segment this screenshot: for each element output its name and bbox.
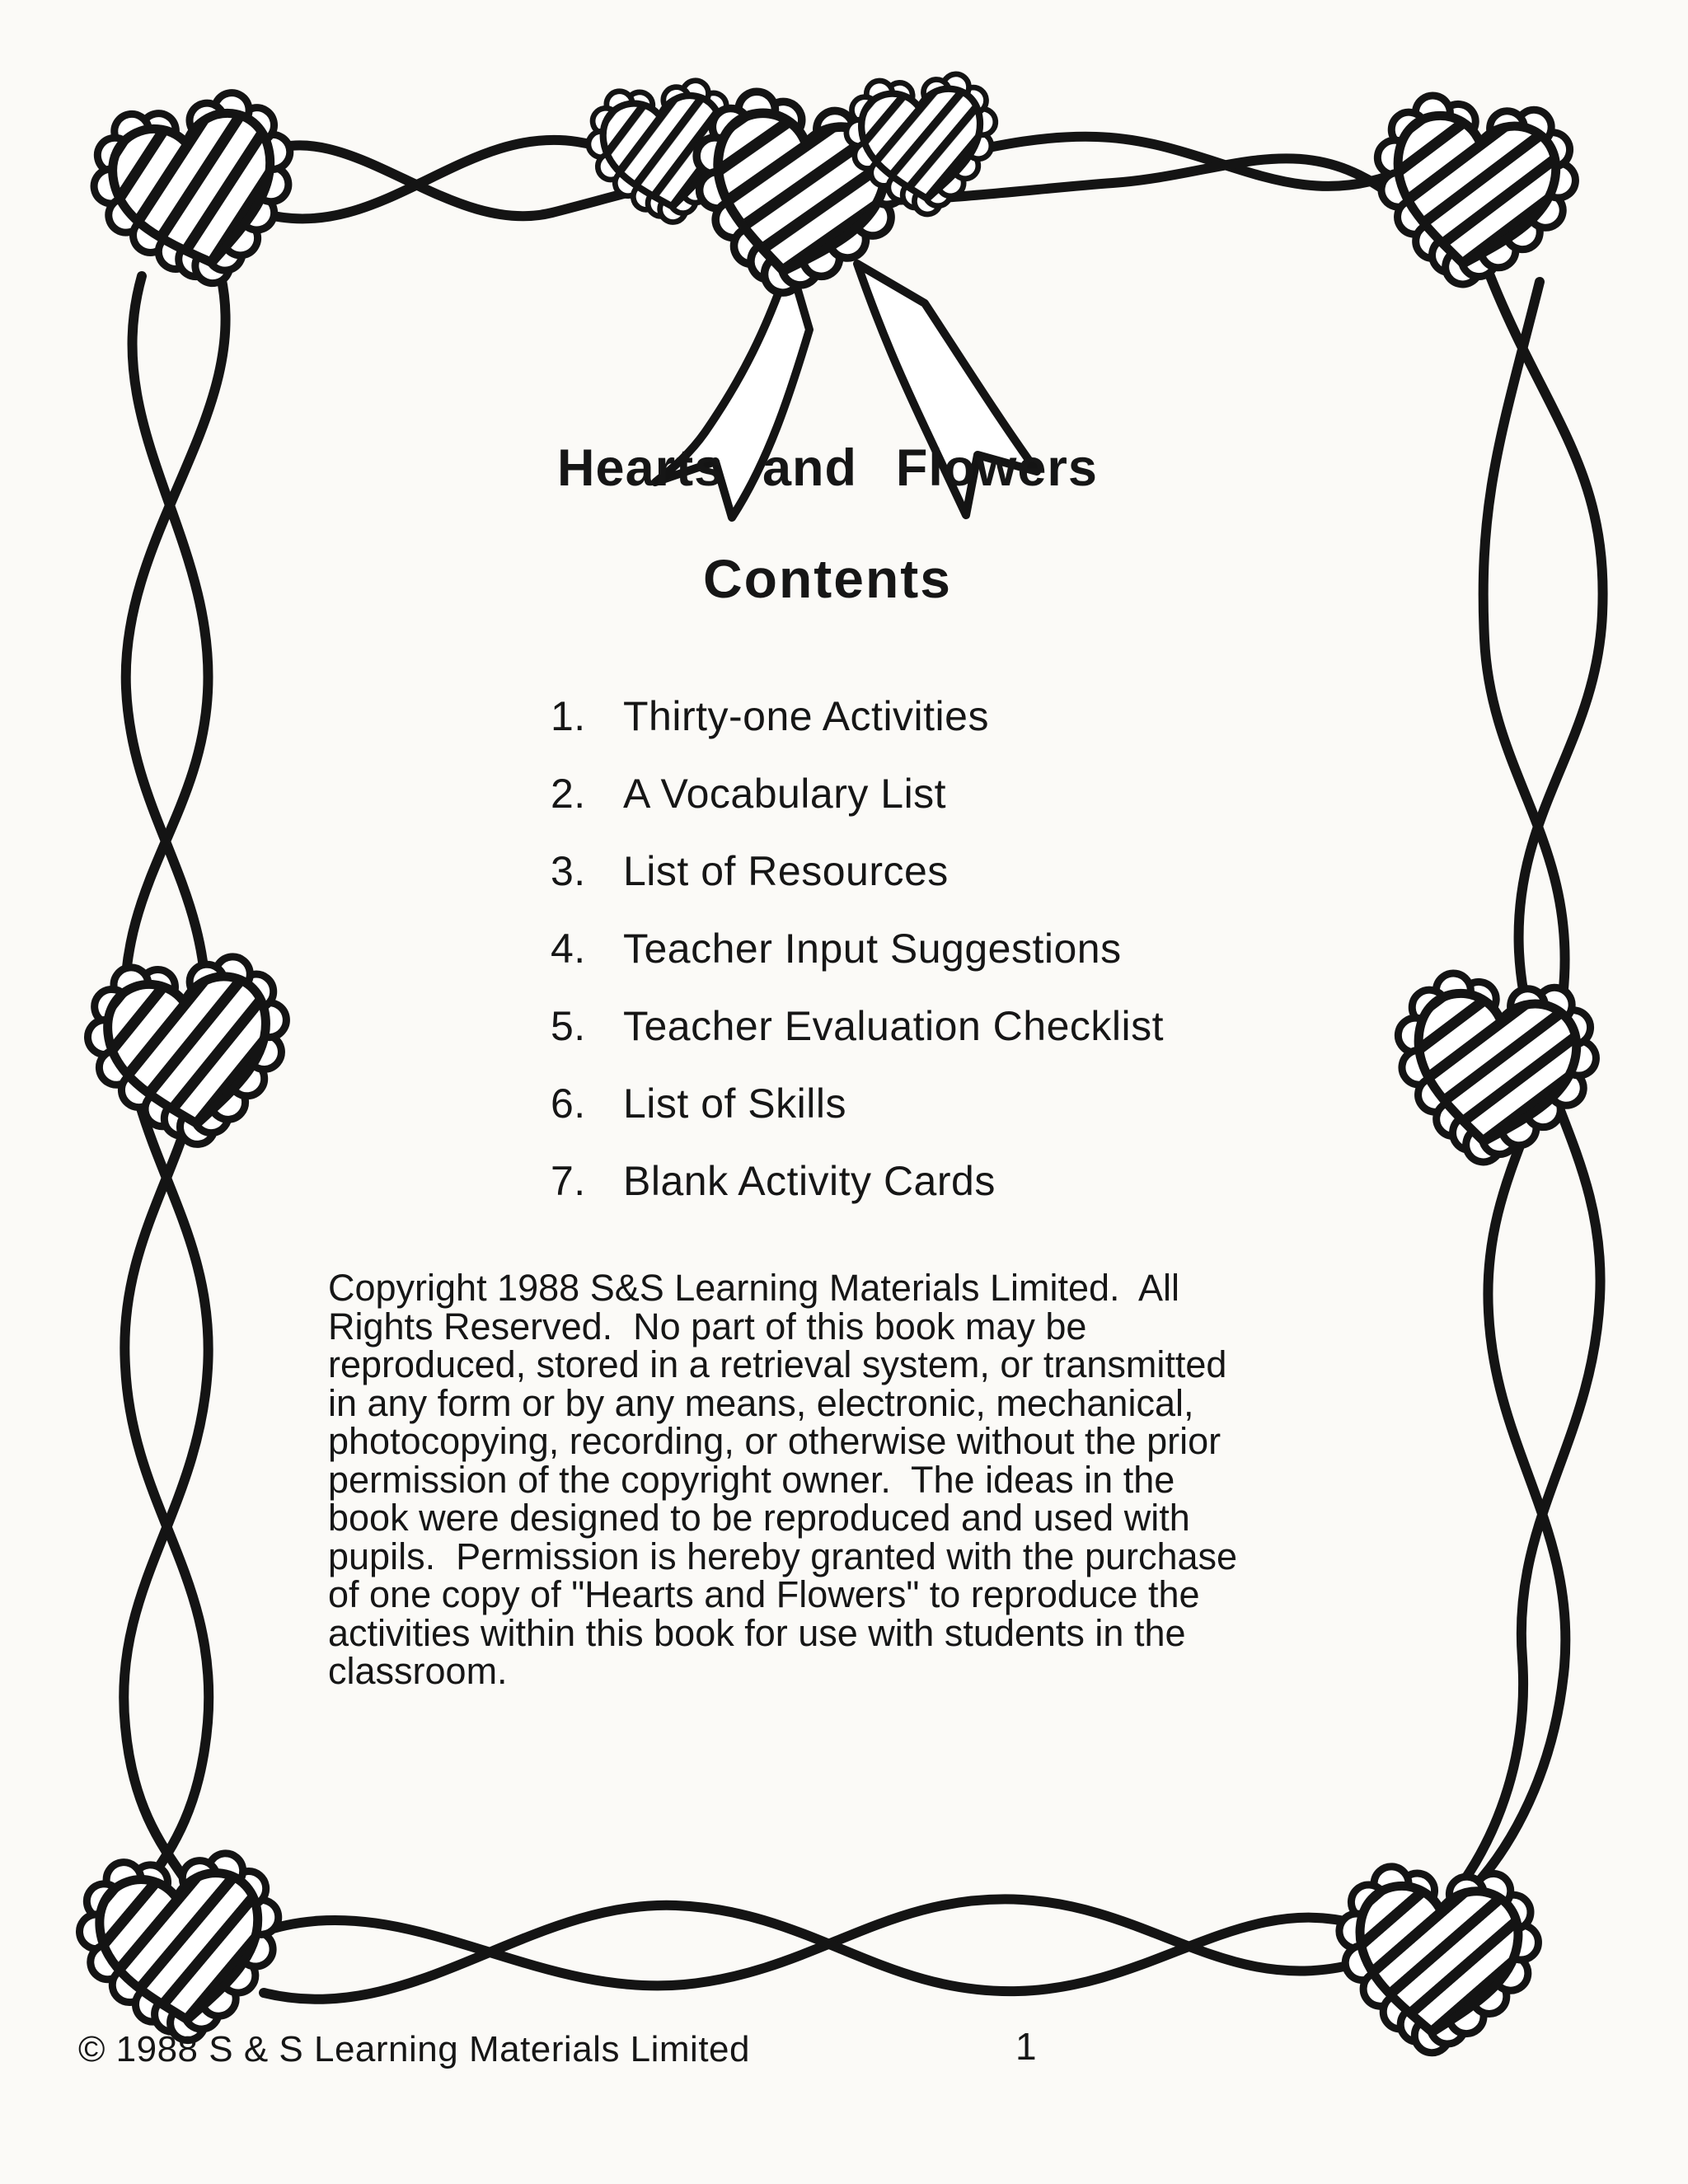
toc-item-label: List of Resources xyxy=(623,848,949,894)
copyright-line: photocopying, recording, or otherwise without the prior xyxy=(328,1420,1221,1462)
copyright-line: activities within this book for use with students in the xyxy=(328,1611,1186,1654)
copyright-line: of one copy of "Hearts and Flowers" to reproduce the xyxy=(328,1573,1200,1615)
lace-heart-icon xyxy=(81,83,314,303)
contents-heading: Contents xyxy=(703,548,952,609)
copyright-line: Copyright 1988 S&S Learning Materials Limited. All xyxy=(328,1267,1180,1309)
copyright-line: classroom. xyxy=(328,1650,508,1692)
lace-heart-icon xyxy=(1362,89,1585,298)
toc-item-label: Teacher Input Suggestions xyxy=(623,926,1122,972)
toc-item xyxy=(551,847,1164,925)
toc-item xyxy=(551,925,1164,1002)
copyright-line: reproduced, stored in a retrieval system, or transmitted xyxy=(328,1343,1227,1385)
lace-heart-icon xyxy=(74,1849,288,2049)
lace-heart-icon xyxy=(1331,1863,1543,2060)
copyright-line: permission of the copyright owner. The ideas in the xyxy=(328,1458,1175,1501)
toc-item-number: 4. xyxy=(551,926,586,972)
toc-item-label: Blank Activity Cards xyxy=(623,1158,996,1204)
table-of-contents xyxy=(551,692,1164,1235)
toc-item-number: 2. xyxy=(551,771,586,817)
toc-item-label: A Vocabulary List xyxy=(623,771,947,817)
copyright-notice xyxy=(328,1269,1237,1691)
footer-copyright: © 1988 S & S Learning Materials Limited xyxy=(78,2029,751,2069)
toc-item xyxy=(551,770,1164,847)
copyright-line: pupils. Permission is hereby granted with the purchase xyxy=(328,1535,1238,1577)
copyright-line: Rights Reserved. No part of this book may be xyxy=(328,1305,1087,1347)
toc-item xyxy=(551,1157,1164,1235)
toc-item-number: 7. xyxy=(551,1158,586,1204)
copyright-line: book were designed to be reproduced and used with xyxy=(328,1497,1190,1539)
toc-item-number: 3. xyxy=(551,848,586,894)
copyright-line: in any form or by any means, electronic, mechanical, xyxy=(328,1381,1194,1424)
toc-item-label: Thirty-one Activities xyxy=(623,693,989,739)
toc-item-number: 5. xyxy=(551,1003,586,1049)
page-title: Hearts and Flowers xyxy=(557,439,1098,497)
page-number: 1 xyxy=(1015,2025,1037,2068)
toc-item-label: Teacher Evaluation Checklist xyxy=(623,1003,1164,1049)
lace-heart-icon xyxy=(81,952,298,1155)
toc-item xyxy=(551,1080,1164,1157)
toc-item xyxy=(551,692,1164,770)
toc-item-number: 1. xyxy=(551,693,586,739)
toc-item-label: List of Skills xyxy=(623,1080,846,1127)
toc-item-number: 6. xyxy=(551,1080,586,1127)
toc-item xyxy=(551,1002,1164,1080)
